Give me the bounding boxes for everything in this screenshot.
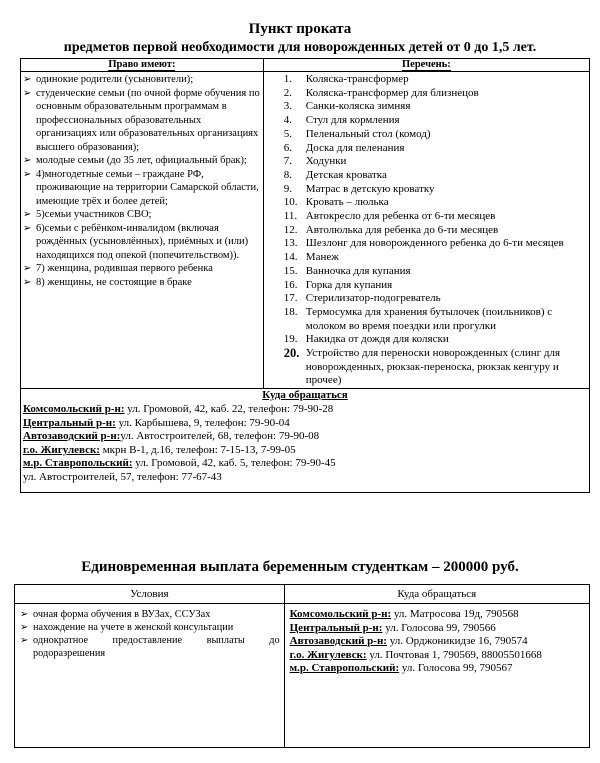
items-list: [264, 73, 589, 388]
list-item: 4. Стул для кормления: [283, 114, 400, 127]
conditions-cell: [15, 604, 285, 748]
contact-row: м.р. Ставропольский: ул. Громовой, 42, каб. 5, телефон: 79-90-45: [23, 457, 336, 470]
items-cell: [263, 72, 589, 389]
list-item: 8. Детская кроватка: [283, 168, 387, 181]
arrow-bullet-icon: ➢: [23, 155, 32, 166]
payment-contacts: [285, 604, 589, 676]
arrow-bullet-icon: ➢: [23, 222, 32, 234]
list-item: 2. Коляска-трансформер для близнецов: [283, 86, 479, 99]
contact-row: Автозаводский р-н:ул. Автостроителей, 68, телефон: 79-90-08: [23, 430, 320, 443]
list-item: 12. Автолюлька для ребенка до 6-ти месяцев: [283, 223, 499, 236]
list-item: 15. Ванночка для купания: [283, 264, 411, 277]
list-item: 10. Кровать – люлька: [283, 196, 389, 209]
page-subtitle: предметов первой необходимости для новорожденных детей от 0 до 1,5 лет.: [63, 40, 537, 55]
list-item: 14. Манеж: [283, 251, 339, 264]
list-item: 20. Устройство для переноски новорожденных (слинг для новорожденных, рюкзак-переноска, рюкзак кенгуру и прочее): [283, 346, 561, 387]
contact-row: г.о. Жигулевск: мкрн В-1, д.16, телефон: 7-15-13, 7-99-05: [23, 443, 296, 456]
list-item: ➢ 5)семьи участников СВО;: [23, 209, 152, 220]
list-item: 1. Коляска-трансформер: [283, 73, 409, 85]
list-item: 5. Пеленальный стол (комод): [283, 127, 431, 140]
contact-row: г.о. Жигулевск: ул. Почтовая 1, 790569, 88005501668: [289, 648, 542, 661]
conditions-header: Условия: [15, 585, 285, 604]
list-item: 9. Матрас в детскую кроватку: [283, 182, 435, 195]
arrow-bullet-icon: ➢: [23, 263, 32, 274]
contacts-header: Куда обращаться: [262, 389, 348, 402]
list-item: 13. Шезлонг для новорожденного ребенка до 6-ти месяцев: [283, 237, 564, 250]
contacts-cell: [21, 389, 590, 493]
payment-table: [14, 584, 590, 748]
list-item: ➢ 8) женщины, не состоящие в браке: [23, 276, 192, 288]
where-header: Куда обращаться: [284, 585, 589, 604]
list-item: 6. Доска для пеленания: [283, 141, 405, 154]
list-item: ➢ 6)семьи с ребёнком-инвалидом (включая рождённых (усыновлённых), приёмных и (или) находящихся под опекой (попечительством)).: [23, 222, 249, 261]
list-item: 17. Стерилизатор-подогреватель: [283, 292, 441, 305]
list-item: ➢ 4)многодетные семьи – граждане РФ, проживающие на территории Самарской области, имеющие трёх и более детей;: [23, 168, 259, 207]
arrow-bullet-icon: ➢: [20, 635, 29, 646]
section2-title: Единовременная выплата беременным студенткам – 200000 руб.: [81, 559, 519, 575]
list-item: ➢ 7) женщина, родившая первого ребенка: [23, 263, 213, 274]
list-item: 7. Ходунки: [283, 155, 347, 168]
contact-row: Центральный р-н: ул. Карбышева, 9, телефон: 79-90-04: [23, 416, 290, 429]
contact-row: ул. Автостроителей, 57, телефон: 77-67-43: [23, 470, 222, 483]
items-header: Перечень:: [263, 59, 589, 72]
where-cell: [284, 604, 589, 748]
list-item: 16. Горка для купания: [283, 278, 393, 291]
contact-row: Центральный р-н: ул. Голосова 99, 790566: [289, 621, 496, 634]
eligible-header: Право имеют:: [21, 59, 264, 72]
list-item: 3. Санки-коляска зимняя: [283, 100, 411, 113]
list-item: 11. Автокресло для ребенка от 6-ти месяцев: [283, 210, 496, 223]
list-item: ➢ молодые семьи (до 35 лет, официальный брак);: [23, 155, 247, 166]
eligible-cell: [21, 72, 264, 389]
arrow-bullet-icon: ➢: [23, 276, 32, 288]
contact-row: м.р. Ставропольский: ул. Голосова 99, 790567: [289, 662, 513, 674]
list-item: 18. Термосумка для хранения бутылочек (поильников) с молоком во время поездки или прогулки: [283, 305, 553, 332]
list-item: ➢ одинокие родители (усыновители);: [23, 74, 194, 85]
contacts-list: [21, 402, 589, 492]
rental-table: [20, 58, 590, 493]
contact-row: Комсомольский р-н: ул. Громовой, 42, каб. 22, телефон: 79-90-28: [23, 403, 334, 416]
arrow-bullet-icon: ➢: [20, 622, 29, 633]
arrow-bullet-icon: ➢: [23, 74, 32, 85]
eligible-list: [21, 73, 263, 289]
list-item: 19. Накидка от дождя для коляски: [283, 333, 449, 346]
list-item: ➢ очная форма обучения в ВУЗах, ССУЗах: [20, 609, 211, 620]
list-item: ➢ нахождение на учете в женской консультации: [20, 622, 234, 633]
arrow-bullet-icon: ➢: [23, 168, 32, 180]
list-item: ➢ однократное предоставление выплаты до родоразрешения: [20, 635, 280, 659]
contact-row: Комсомольский р-н: ул. Матросова 19д, 790568: [289, 608, 519, 620]
arrow-bullet-icon: ➢: [23, 209, 32, 220]
arrow-bullet-icon: ➢: [20, 609, 29, 620]
arrow-bullet-icon: ➢: [23, 87, 32, 99]
list-item: ➢ студенческие семьи (по очной форме обучения по основным образовательным программам в профессиональных образовательных организациях или образовательных организациях высшего образования);: [23, 87, 260, 153]
page-title: Пункт проката: [248, 21, 352, 37]
conditions-list: [15, 608, 284, 660]
contact-row: Автозаводский р-н: ул. Орджоникидзе 16, 790574: [289, 635, 528, 647]
